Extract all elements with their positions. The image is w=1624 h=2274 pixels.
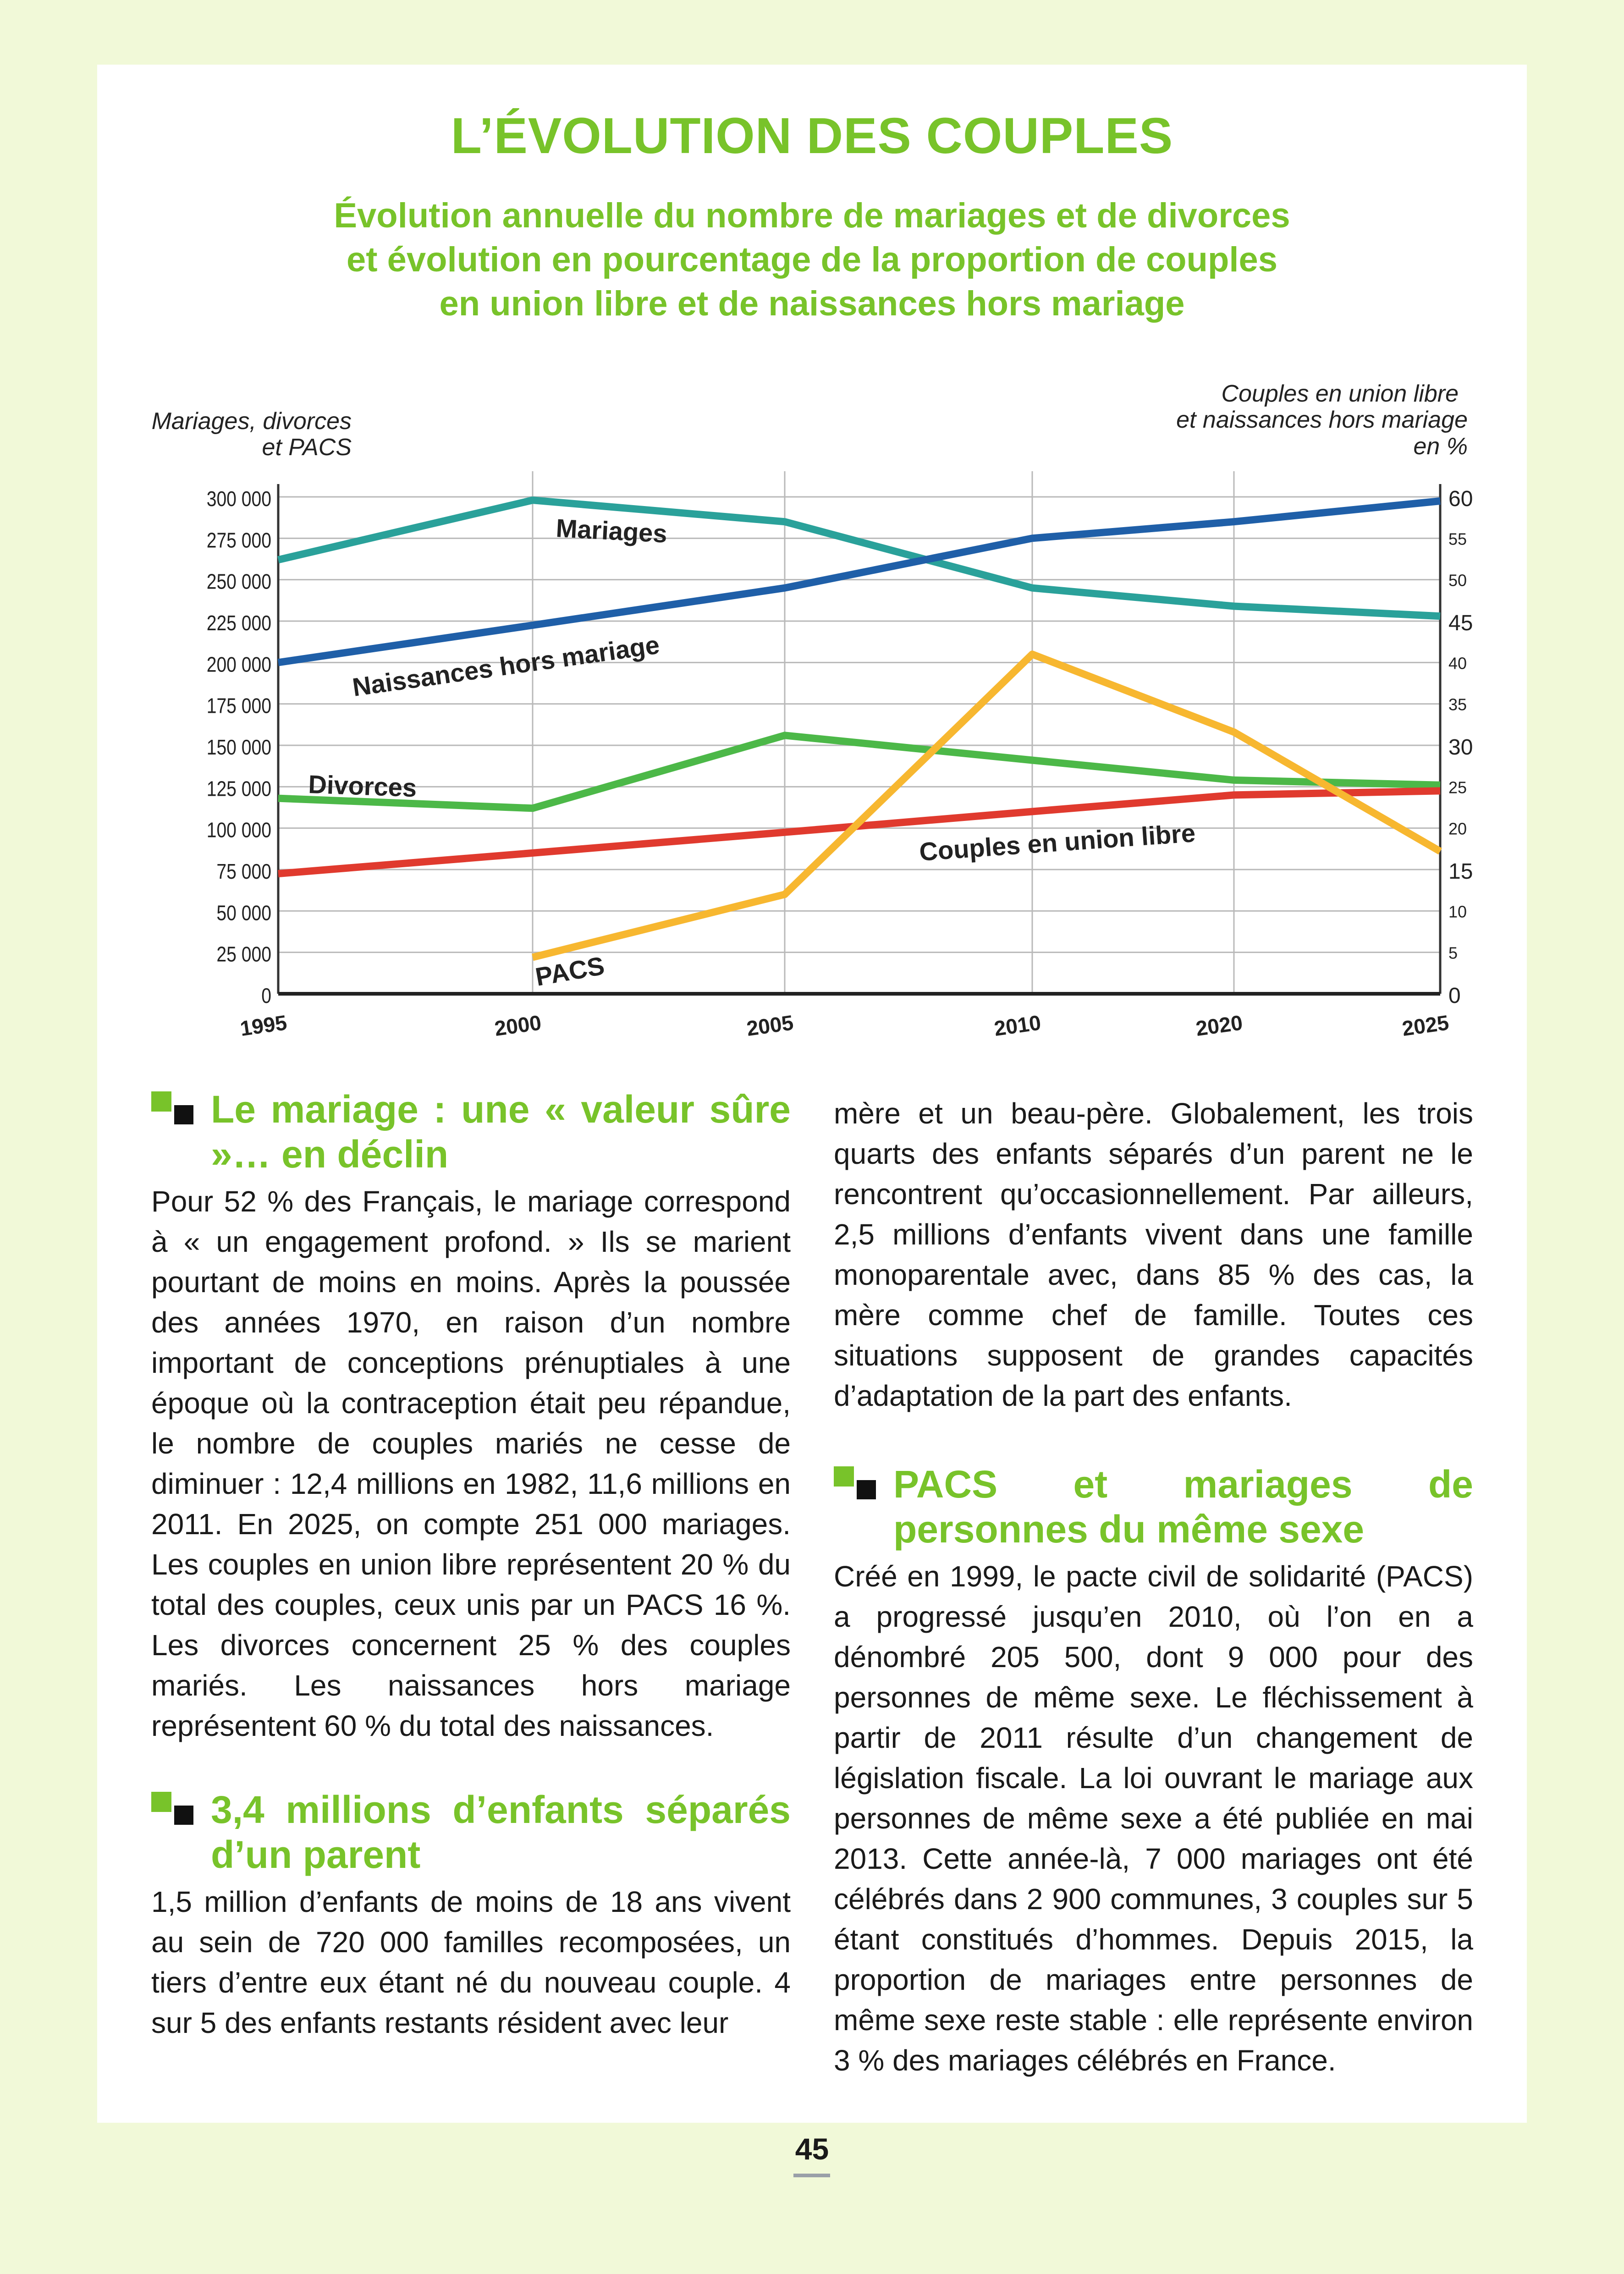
chart-grid: [278, 471, 1440, 994]
section-body-enfants-part1: 1,5 million d’enfants de moins de 18 ans vivent au sein de 720 000 familles recomposées, un tiers d’entre eux étant né du nouveau couple. 4 sur 5 des enfants restants résident avec leur: [151, 1885, 791, 2039]
series-line: [278, 501, 1440, 662]
left-tick-label: 0: [261, 984, 271, 1008]
chart-labels: [152, 380, 1468, 991]
series-label: Couples en union libre: [918, 818, 1196, 866]
subtitle-line: et évolution en pourcentage de la proportion de couples: [346, 240, 1278, 279]
x-tick-label: 2025: [1400, 1010, 1451, 1041]
subtitle-line: en union libre et de naissances hors mariage: [439, 284, 1185, 323]
page-title: L’ÉVOLUTION DES COUPLES: [451, 108, 1173, 164]
section-body-mariage: Pour 52 % des Français, le mariage correspond à « un engagement profond. » Ils se marient pourtant de moins en moins. Après la poussée des années 1970, en raison d’un nombre important de conceptions prénuptiales à une époque où la contraception était peu répandue, le nombre de couples mariés ne cesse de diminuer : 12,4 millions en 1982, 11,6 millions en 2011. En 2025, on compte 251 000 mariages. Les couples en union libre représentent 20 % du total des couples, ceux unis par un PACS 16 %. Les divorces concernent 25 % des couples mariés. Les naissances hors mariage représentent 60 % du total des naissances.: [151, 1185, 791, 1742]
right-tick-label: 20: [1448, 819, 1467, 838]
x-tick-label: 2005: [745, 1010, 795, 1041]
right-tick-label: 40: [1448, 654, 1467, 673]
right-tick-label: 10: [1448, 902, 1467, 921]
right-tick-label: 0: [1448, 984, 1461, 1008]
chart-axes: [278, 484, 1440, 994]
section-heading-mariage: Le mariage : une « valeur sûre »… en déclin: [151, 1087, 791, 1177]
left-tick-label: 275 000: [206, 529, 271, 553]
square-bullet-icon: [151, 1091, 197, 1128]
left-tick-label: 50 000: [216, 901, 271, 925]
right-axis-title: en %: [1413, 433, 1468, 460]
x-tick-label: 2010: [992, 1010, 1043, 1041]
right-axis-title: et naissances hors mariage: [1176, 407, 1468, 433]
right-tick-label: 50: [1448, 571, 1467, 590]
square-bullet-icon: [834, 1466, 880, 1503]
section-body-enfants-part2: mère et un beau-père. Globalement, les trois quarts des enfants séparés d’un parent ne le rencontrent qu’occasionnellement. Par ailleurs, 2,5 millions d’enfants vivent dans une famille monoparentale avec, dans 85 % des cas, la mère comme chef de famille. Toutes ces situations supposent de grandes capacités d’adaptation de la part des enfants.: [834, 1097, 1473, 1412]
right-tick-label: 35: [1448, 695, 1467, 714]
chart-series: [278, 500, 1440, 957]
section-heading-enfants: 3,4 millions d’enfants séparés d’un parent: [151, 1787, 791, 1877]
right-tick-label: 30: [1448, 735, 1473, 760]
right-tick-label: 25: [1448, 778, 1467, 797]
left-tick-label: 150 000: [206, 736, 271, 760]
left-axis-title: et PACS: [262, 434, 352, 461]
square-bullet-icon: [151, 1792, 197, 1828]
page-number: 45: [795, 2132, 829, 2166]
left-axis-title: Mariages, divorces: [151, 408, 352, 435]
x-tick-label: 1995: [238, 1010, 289, 1041]
series-label: Divorces: [308, 770, 418, 803]
section-heading-pacs: PACS et mariages de personnes du même sexe: [834, 1462, 1473, 1552]
left-tick-label: 175 000: [206, 694, 271, 718]
right-tick-label: 55: [1448, 529, 1467, 549]
series-label: Mariages: [555, 513, 668, 548]
left-tick-label: 25 000: [216, 942, 271, 967]
right-tick-label: 15: [1448, 859, 1473, 884]
left-tick-label: 225 000: [206, 611, 271, 635]
x-tick-label: 2020: [1194, 1010, 1244, 1041]
series-label: PACS: [533, 951, 607, 991]
page-number-underline: [793, 2174, 830, 2177]
section-body-pacs: Créé en 1999, le pacte civil de solidarité (PACS) a progressé jusqu’en 2010, où l’on en a dénombré 205 500, dont 9 000 pour des personnes de même sexe. Le fléchissement à partir de 2011 résulte d’un changement de législation fiscale. La loi ouvrant le mariage aux personnes de même sexe a été publiée en mai 2013. Cette année-là, 7 000 mariages ont été célébrés dans 2 900 communes, 3 couples sur 5 étant constitués d’hommes. Depuis 2015, la proportion de mariages entre personnes de même sexe reste stable : elle représente environ 3 % des mariages célébrés en France.: [834, 1560, 1473, 2077]
left-tick-label: 250 000: [206, 570, 271, 594]
right-axis-title: Couples en union libre: [1221, 380, 1459, 407]
left-column: [151, 1087, 791, 2043]
x-tick-label: 2000: [493, 1010, 543, 1041]
left-tick-label: 300 000: [206, 487, 271, 511]
line-chart: [97, 65, 1527, 1073]
left-tick-label: 75 000: [216, 860, 271, 884]
left-tick-label: 125 000: [206, 777, 271, 801]
series-label: Naissances hors mariage: [350, 630, 661, 702]
subtitle-line: Évolution annuelle du nombre de mariages et de divorces: [334, 196, 1290, 235]
right-column: [834, 1093, 1473, 2081]
series-line: [533, 654, 1440, 957]
right-tick-label: 45: [1448, 611, 1473, 635]
right-tick-label: 5: [1448, 943, 1458, 963]
page-sheet: [97, 65, 1527, 2123]
left-tick-label: 100 000: [206, 818, 271, 842]
left-tick-label: 200 000: [206, 653, 271, 677]
right-tick-label: 60: [1448, 487, 1473, 511]
